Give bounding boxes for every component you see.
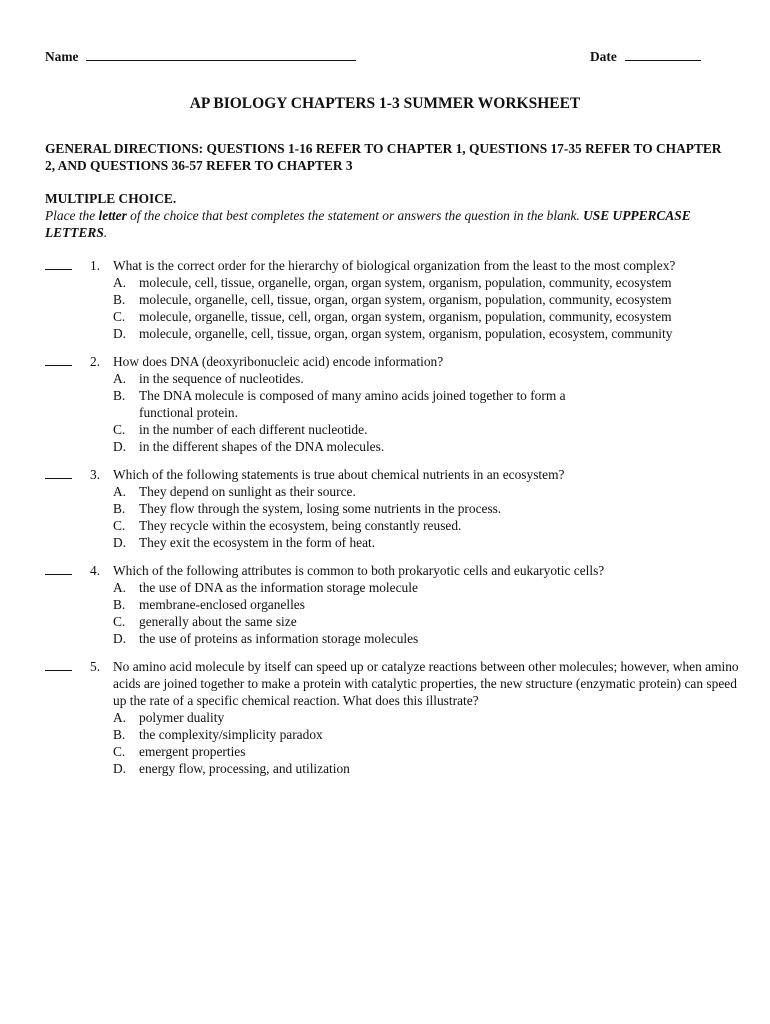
option-text: molecule, organelle, cell, tissue, organ, organ system, organism, population, community, ecosystem xyxy=(139,292,672,307)
option-text: They depend on sunlight as their source. xyxy=(139,484,356,499)
question-number: 4. xyxy=(90,563,101,578)
option-text: molecule, cell, tissue, organelle, organ, organ system, organism, population, community, ecosystem xyxy=(139,275,672,290)
answer-option xyxy=(113,579,745,596)
option-letter: B. xyxy=(113,292,126,307)
answer-option xyxy=(113,291,745,308)
instructions-text: . xyxy=(103,225,108,240)
question-stem: No amino acid molecule by itself can speed up or catalyze reactions between other molecules; however, when amino acids are joined together to make a protein with catalytic properties, the new structure (enzymatic protein) can speed up the rate of a specific chemical reaction. What does this illustrate? xyxy=(113,659,739,708)
option-letter: B. xyxy=(113,388,126,403)
question-list xyxy=(45,257,745,788)
option-letter: C. xyxy=(113,518,126,533)
option-text: The DNA molecule is composed of many amino acids joined together to form a functional protein. xyxy=(139,388,566,420)
option-text: the use of DNA as the information storage molecule xyxy=(139,580,418,595)
answer-option xyxy=(113,421,745,438)
answer-option xyxy=(113,613,745,630)
date-label: Date xyxy=(590,49,617,64)
answer-option xyxy=(113,483,745,500)
option-letter: A. xyxy=(113,371,127,386)
option-text: emergent properties xyxy=(139,744,246,759)
option-text: in the sequence of nucleotides. xyxy=(139,371,304,386)
option-text: polymer duality xyxy=(139,710,225,725)
section-instructions xyxy=(45,207,735,241)
option-text: molecule, organelle, cell, tissue, organ, organ system, organism, population, ecosystem, community xyxy=(139,326,673,341)
question-number: 3. xyxy=(90,467,101,482)
question-number: 1. xyxy=(90,258,101,273)
question xyxy=(45,466,745,551)
answer-option xyxy=(113,760,745,777)
answer-option xyxy=(113,387,599,421)
answer-blank[interactable] xyxy=(45,658,72,671)
question xyxy=(45,658,745,777)
answer-option xyxy=(113,517,745,534)
option-letter: B. xyxy=(113,501,126,516)
general-directions: GENERAL DIRECTIONS: QUESTIONS 1-16 REFER TO CHAPTER 1, QUESTIONS 17-35 REFER TO CHAPTER 2, AND QUESTIONS 36-57 REFER TO CHAPTER 3 xyxy=(45,141,722,173)
option-text: energy flow, processing, and utilization xyxy=(139,761,350,776)
name-field xyxy=(45,46,356,65)
answer-option xyxy=(113,325,745,342)
answer-option xyxy=(113,630,745,647)
date-field xyxy=(590,46,701,65)
answer-option xyxy=(113,438,745,455)
answer-option xyxy=(113,709,745,726)
option-letter: D. xyxy=(113,761,127,776)
option-letter: A. xyxy=(113,484,127,499)
option-letter: D. xyxy=(113,326,127,341)
instructions-text: of the choice that best completes the statement or answers the question in the blank. xyxy=(126,208,584,223)
option-letter: C. xyxy=(113,744,126,759)
option-letter: A. xyxy=(113,580,127,595)
question-number: 2. xyxy=(90,354,101,369)
name-blank-line[interactable] xyxy=(86,46,356,61)
option-letter: C. xyxy=(113,309,126,324)
option-text: molecule, organelle, tissue, cell, organ, organ system, organism, population, community, ecosystem xyxy=(139,309,672,324)
answer-blank[interactable] xyxy=(45,562,72,575)
date-blank-line[interactable] xyxy=(625,46,701,61)
option-text: They recycle within the ecosystem, being constantly reused. xyxy=(139,518,462,533)
question xyxy=(45,353,745,455)
option-letter: A. xyxy=(113,275,127,290)
option-text: in the different shapes of the DNA molecules. xyxy=(139,439,385,454)
option-text: membrane-enclosed organelles xyxy=(139,597,305,612)
option-letter: C. xyxy=(113,614,126,629)
option-letter: D. xyxy=(113,631,127,646)
option-text: They flow through the system, losing some nutrients in the process. xyxy=(139,501,502,516)
option-letter: D. xyxy=(113,439,127,454)
instructions-text: Place the xyxy=(45,208,99,223)
answer-blank[interactable] xyxy=(45,466,72,479)
instructions-emphasis: letter xyxy=(98,208,127,223)
question-stem: What is the correct order for the hierarchy of biological organization from the least to the most complex? xyxy=(113,258,676,273)
name-label: Name xyxy=(45,49,79,64)
option-text: generally about the same size xyxy=(139,614,297,629)
answer-option xyxy=(113,370,745,387)
section-heading: MULTIPLE CHOICE. xyxy=(45,191,177,206)
answer-option xyxy=(113,308,745,325)
answer-option xyxy=(113,726,745,743)
answer-option xyxy=(113,596,745,613)
option-letter: B. xyxy=(113,597,126,612)
question xyxy=(45,562,745,647)
answer-option xyxy=(113,534,745,551)
answer-option xyxy=(113,274,745,291)
instructions-emphasis: USE UPPERCASE LETTERS xyxy=(45,208,691,240)
option-letter: D. xyxy=(113,535,127,550)
answer-blank[interactable] xyxy=(45,353,72,366)
option-text: the complexity/simplicity paradox xyxy=(139,727,323,742)
question-stem: Which of the following statements is true about chemical nutrients in an ecosystem? xyxy=(113,467,565,482)
answer-option xyxy=(113,743,745,760)
option-letter: B. xyxy=(113,727,126,742)
option-text: in the number of each different nucleotide. xyxy=(139,422,368,437)
question-stem: Which of the following attributes is common to both prokaryotic cells and eukaryotic cells? xyxy=(113,563,605,578)
worksheet-title: AP BIOLOGY CHAPTERS 1-3 SUMMER WORKSHEET xyxy=(189,95,581,112)
answer-option xyxy=(113,500,745,517)
question xyxy=(45,257,745,342)
question-stem: How does DNA (deoxyribonucleic acid) encode information? xyxy=(113,354,444,369)
option-letter: C. xyxy=(113,422,126,437)
option-letter: A. xyxy=(113,710,127,725)
answer-blank[interactable] xyxy=(45,257,72,270)
option-text: They exit the ecosystem in the form of heat. xyxy=(139,535,376,550)
question-number: 5. xyxy=(90,659,101,674)
option-text: the use of proteins as information storage molecules xyxy=(139,631,419,646)
